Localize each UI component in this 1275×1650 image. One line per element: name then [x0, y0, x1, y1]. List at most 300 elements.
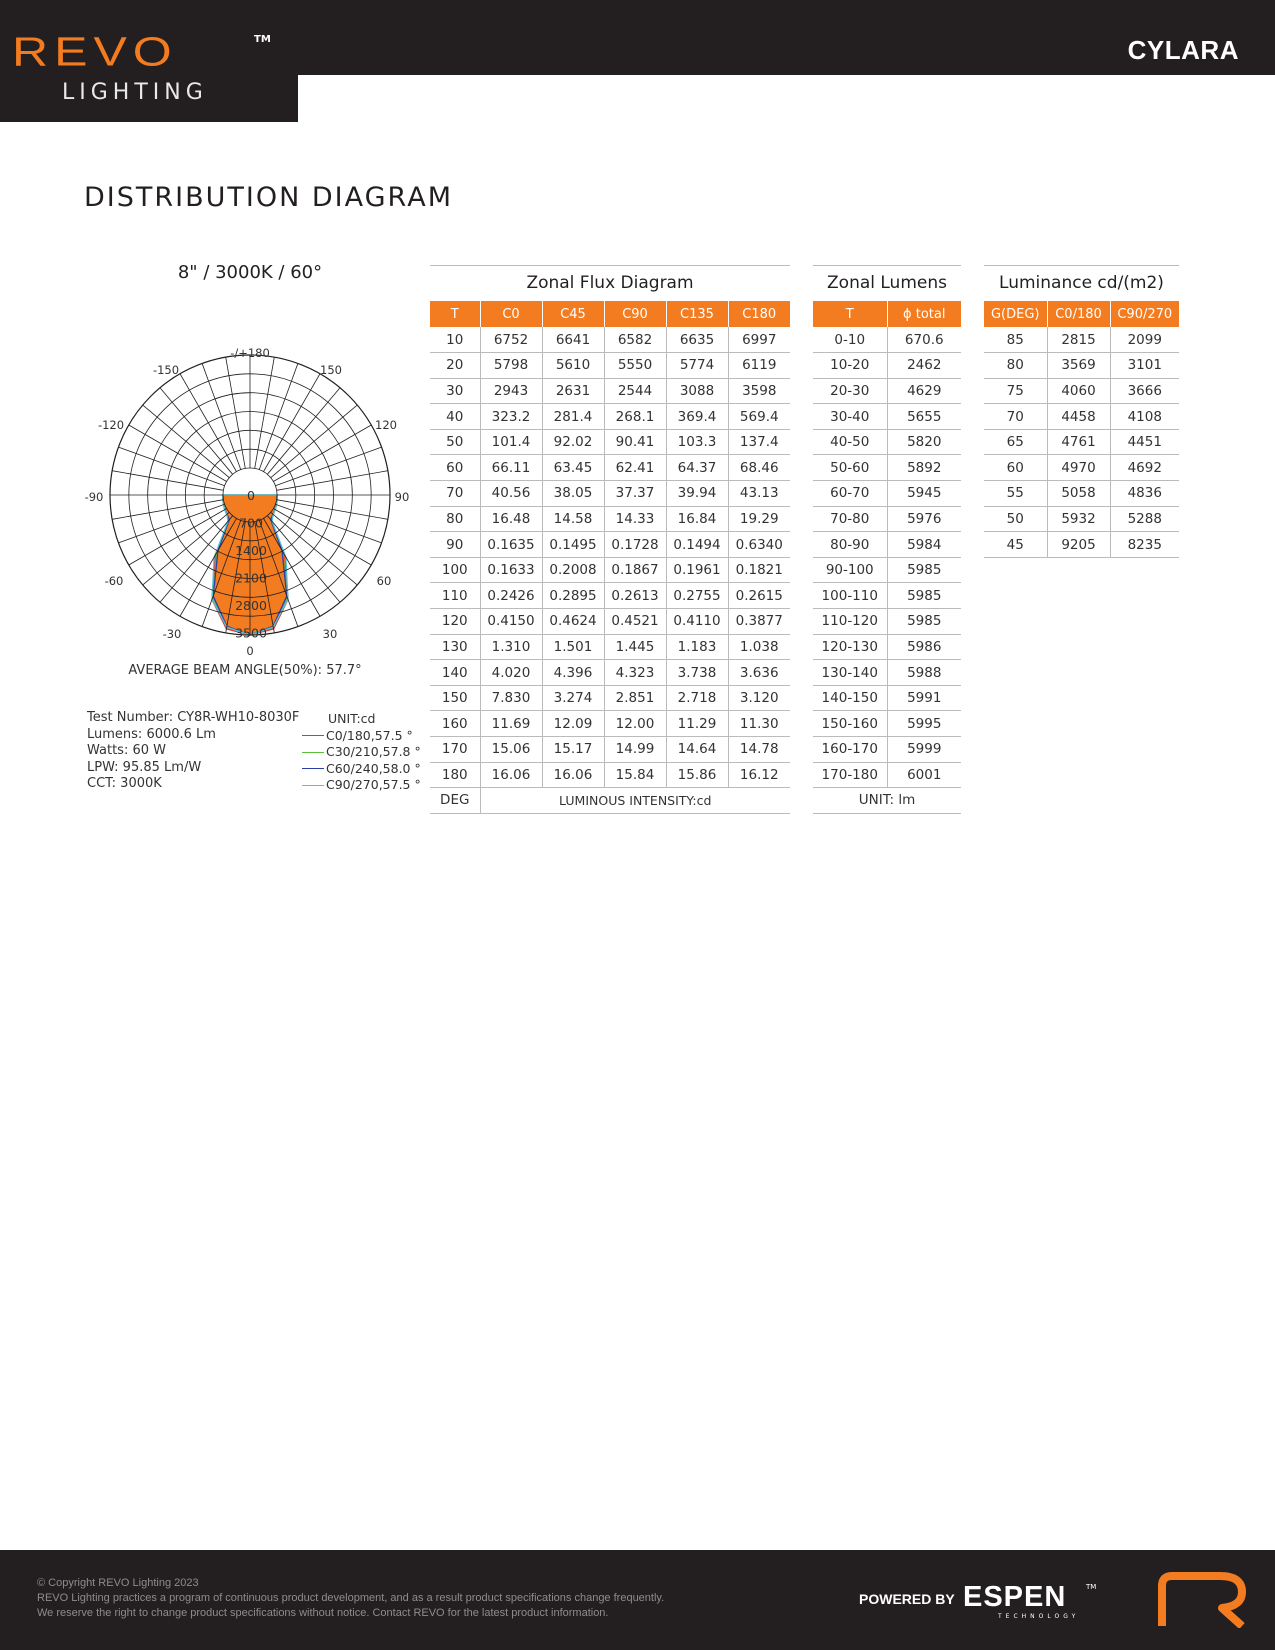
table-cell: 3.636 [728, 660, 790, 686]
table-cell: 8235 [1110, 532, 1179, 558]
table-cell: 4.020 [480, 660, 542, 686]
table-cell: 110-120 [813, 609, 887, 635]
grid-spoke [180, 374, 237, 472]
table-cell: 140-150 [813, 685, 887, 711]
angle-label-150: 150 [320, 363, 342, 377]
table-cell: 5774 [666, 353, 728, 379]
angle-label-m90: -90 [84, 490, 104, 504]
table-row [813, 737, 961, 763]
table-cell: 2815 [1047, 327, 1110, 353]
table-row [813, 455, 961, 481]
table-cell: 1.445 [604, 634, 666, 660]
revo-r-icon [1158, 1572, 1246, 1628]
table-cell: 50 [984, 506, 1047, 532]
table-row [984, 327, 1179, 353]
table-cell: 70-80 [813, 506, 887, 532]
table-cell: 6582 [604, 327, 666, 353]
table-row [984, 532, 1179, 558]
table-cell: 40 [430, 404, 480, 430]
table-cell: 15.17 [542, 737, 604, 763]
table-cell: 101.4 [480, 429, 542, 455]
table-cell: 60-70 [813, 481, 887, 507]
column-header: C0/180 [1047, 301, 1110, 327]
table-cell: 16.06 [542, 762, 604, 788]
table-cell: 0.1633 [480, 557, 542, 583]
table-cell: 20-30 [813, 378, 887, 404]
table-cell: 0.2895 [542, 583, 604, 609]
table-cell: 0-10 [813, 327, 887, 353]
test-info-line: LPW: 95.85 Lm/W [87, 759, 202, 775]
column-header: C90/270 [1110, 301, 1179, 327]
test-info-line: CCT: 3000K [87, 776, 162, 791]
table-row [430, 634, 790, 660]
polar-diagram [80, 340, 410, 660]
table-cell: 85 [984, 327, 1047, 353]
legend-swatch [302, 768, 324, 769]
table-cell: 80 [430, 506, 480, 532]
table-cell: 0.2615 [728, 583, 790, 609]
legend-label: C90/270,57.5 ° [326, 777, 421, 792]
table-cell: 55 [984, 481, 1047, 507]
table-cell: 0.4624 [542, 609, 604, 635]
table-cell: 11.69 [480, 711, 542, 737]
table-cell: 5995 [887, 711, 961, 737]
angle-label-m60: -60 [104, 574, 124, 588]
table-cell: 569.4 [728, 404, 790, 430]
table-row [430, 455, 790, 481]
table-cell: 5976 [887, 506, 961, 532]
grid-spoke [160, 388, 233, 475]
angle-label-m30: -30 [162, 627, 182, 641]
angle-label-0: 0 [246, 644, 254, 658]
table-cell: 0.1961 [666, 557, 728, 583]
table-cell: 5986 [887, 634, 961, 660]
table-cell: 5945 [887, 481, 961, 507]
table-cell: 4836 [1110, 481, 1179, 507]
table-cell: 6997 [728, 327, 790, 353]
table-cell: 170 [430, 737, 480, 763]
angle-label-60: 60 [376, 574, 392, 588]
grid-spoke [129, 425, 227, 482]
table-cell: 5820 [887, 429, 961, 455]
table-cell: 0.4521 [604, 609, 666, 635]
column-header: T [813, 301, 887, 327]
radial-scale-label: 700 [239, 515, 263, 531]
table-cell: 11.30 [728, 711, 790, 737]
column-header: C45 [542, 301, 604, 327]
table-row [430, 685, 790, 711]
table-cell: 130 [430, 634, 480, 660]
table-cell: 80 [984, 353, 1047, 379]
table-cell: 5798 [480, 353, 542, 379]
table-cell: 20 [430, 353, 480, 379]
table-row [813, 660, 961, 686]
table-cell: 90-100 [813, 557, 887, 583]
radial-scale-label: 2800 [235, 598, 267, 613]
table-footer-row [813, 788, 961, 814]
table-cell: 281.4 [542, 404, 604, 430]
grid-spoke [267, 388, 340, 475]
legend-label: C30/210,57.8 ° [326, 744, 421, 759]
table-cell: 43.13 [728, 481, 790, 507]
legend-item [302, 761, 421, 778]
curve-legend [302, 711, 421, 794]
table-cell: 120-130 [813, 634, 887, 660]
table-cell: 1.038 [728, 634, 790, 660]
table-row [813, 429, 961, 455]
logo-trademark: TM [254, 34, 271, 45]
grid-spoke [118, 447, 224, 486]
table-cell: 62.41 [604, 455, 666, 481]
grid-spoke [202, 363, 241, 469]
table-cell: 4458 [1047, 404, 1110, 430]
table-cell: 7.830 [480, 685, 542, 711]
table-cell: 1.183 [666, 634, 728, 660]
table-row [984, 455, 1179, 481]
table-row [984, 353, 1179, 379]
table-row [813, 353, 961, 379]
table-cell: 5985 [887, 583, 961, 609]
legend-swatch [302, 752, 324, 753]
column-header: C0 [480, 301, 542, 327]
table-cell: 63.45 [542, 455, 604, 481]
angle-label-180: -/+180 [230, 346, 270, 360]
table-cell: 0.1821 [728, 557, 790, 583]
table-cell: 4060 [1047, 378, 1110, 404]
grid-spoke [264, 374, 321, 472]
product-name: CYLARA [1127, 35, 1239, 65]
test-info-line: Test Number: CY8R-WH10-8030F [87, 710, 300, 725]
copyright-line: © Copyright REVO Lighting 2023 [37, 1577, 199, 1589]
table-cell: 2631 [542, 378, 604, 404]
table-cell: 369.4 [666, 404, 728, 430]
table-cell: 14.33 [604, 506, 666, 532]
radial-scale-label: 0 [247, 488, 255, 503]
angle-label-90: 90 [394, 490, 410, 504]
table-row [430, 660, 790, 686]
table-cell: 16.06 [480, 762, 542, 788]
table-cell: 38.05 [542, 481, 604, 507]
table-row [984, 481, 1179, 507]
polar-title: 8" / 3000K / 60° [177, 262, 323, 283]
angle-label-m120: -120 [97, 418, 125, 432]
table-row [813, 532, 961, 558]
table-cell: 19.29 [728, 506, 790, 532]
table-row [984, 506, 1179, 532]
table-cell: 15.06 [480, 737, 542, 763]
table-cell: 3598 [728, 378, 790, 404]
table-cell: 12.00 [604, 711, 666, 737]
table-cell: 11.29 [666, 711, 728, 737]
table-cell: 5288 [1110, 506, 1179, 532]
table-cell: 103.3 [666, 429, 728, 455]
table-cell: 92.02 [542, 429, 604, 455]
table-cell: 5999 [887, 737, 961, 763]
table-cell: 1.310 [480, 634, 542, 660]
legend-item [302, 744, 421, 761]
table-cell: 10 [430, 327, 480, 353]
grid-spoke [143, 405, 230, 478]
table-cell: 2462 [887, 353, 961, 379]
table-row [430, 378, 790, 404]
table-footer-row [430, 788, 790, 814]
table-cell: 6752 [480, 327, 542, 353]
table-cell: 5991 [887, 685, 961, 711]
table-cell: 40-50 [813, 429, 887, 455]
grid-spoke [118, 504, 224, 543]
legend-label: C0/180,57.5 ° [326, 727, 413, 743]
table-cell: 68.46 [728, 455, 790, 481]
table-cell: 4451 [1110, 429, 1179, 455]
table-cell: 4761 [1047, 429, 1110, 455]
table-cell: 14.64 [666, 737, 728, 763]
table-cell: 3666 [1110, 378, 1179, 404]
table-cell: 137.4 [728, 429, 790, 455]
table-cell: 14.58 [542, 506, 604, 532]
table-cell: 0.1635 [480, 532, 542, 558]
copyright-line: REVO Lighting practices a program of continuous product development, and as a result product specifications change frequently. [37, 1592, 665, 1604]
table-row [813, 711, 961, 737]
unit-label: UNIT:cd [328, 711, 376, 726]
table-cell: 3.274 [542, 685, 604, 711]
test-info [87, 710, 299, 793]
table-cell: 14.99 [604, 737, 666, 763]
espen-subtitle: TECHNOLOGY [998, 1613, 1080, 1620]
table-cell: 3088 [666, 378, 728, 404]
table-cell: 4.396 [542, 660, 604, 686]
beam-angle: AVERAGE BEAM ANGLE(50%): 57.7° [128, 663, 362, 678]
column-header: C180 [728, 301, 790, 327]
luminance-table [984, 265, 1179, 558]
table-row [813, 557, 961, 583]
table-cell: 180 [430, 762, 480, 788]
table-cell: 75 [984, 378, 1047, 404]
table-cell: 6641 [542, 327, 604, 353]
table-row [984, 429, 1179, 455]
powered-by-label: POWERED BY [859, 1591, 955, 1607]
table-cell: 30-40 [813, 404, 887, 430]
column-header: C135 [666, 301, 728, 327]
table-cell: 0.3877 [728, 609, 790, 635]
table-cell: 3101 [1110, 353, 1179, 379]
copyright-line: We reserve the right to change product specifications without notice. Contact REVO for the latest product information. [37, 1607, 609, 1619]
luminance-title: Luminance cd/(m2) [984, 265, 1179, 301]
table-cell: 6119 [728, 353, 790, 379]
grid-spoke [129, 509, 227, 566]
table-row [430, 327, 790, 353]
zonal-lumens-table [813, 265, 961, 814]
footer-cell: UNIT: lm [813, 788, 961, 814]
table-cell: 0.1494 [666, 532, 728, 558]
table-cell: 60 [984, 455, 1047, 481]
table-cell: 90 [430, 532, 480, 558]
table-cell: 5892 [887, 455, 961, 481]
section-title: DISTRIBUTION DIAGRAM [84, 182, 453, 213]
table-cell: 4629 [887, 378, 961, 404]
table-row [430, 481, 790, 507]
table-cell: 2943 [480, 378, 542, 404]
table-cell: 3.738 [666, 660, 728, 686]
table-cell: 16.84 [666, 506, 728, 532]
legend-item [302, 777, 421, 794]
legend-swatch [302, 785, 324, 786]
table-cell: 0.1728 [604, 532, 666, 558]
table-cell: 5058 [1047, 481, 1110, 507]
table-cell: 2099 [1110, 327, 1179, 353]
table-cell: 0.1495 [542, 532, 604, 558]
table-cell: 0.2755 [666, 583, 728, 609]
table-cell: 80-90 [813, 532, 887, 558]
table-row [430, 353, 790, 379]
table-cell: 160-170 [813, 737, 887, 763]
legend-item [302, 728, 421, 745]
zonal-flux-table [430, 265, 790, 814]
table-row [430, 609, 790, 635]
table-row [813, 481, 961, 507]
table-row [430, 762, 790, 788]
table-row [430, 557, 790, 583]
table-cell: 0.4110 [666, 609, 728, 635]
table-cell: 39.94 [666, 481, 728, 507]
table-cell: 150-160 [813, 711, 887, 737]
legend-swatch [302, 735, 324, 736]
table-cell: 14.78 [728, 737, 790, 763]
table-cell: 100 [430, 557, 480, 583]
logo-wordmark: REVO [12, 28, 178, 75]
table-cell: 16.48 [480, 506, 542, 532]
table-row [984, 404, 1179, 430]
table-cell: 65 [984, 429, 1047, 455]
table-cell: 45 [984, 532, 1047, 558]
table-row [430, 737, 790, 763]
espen-logo: ESPEN [963, 1581, 1067, 1613]
table-row [813, 404, 961, 430]
table-row [984, 378, 1179, 404]
table-cell: 0.1867 [604, 557, 666, 583]
table-row [430, 404, 790, 430]
grid-spoke [273, 425, 371, 482]
table-cell: 6001 [887, 762, 961, 788]
table-row [813, 634, 961, 660]
espen-trademark: TM [1086, 1583, 1097, 1591]
table-cell: 37.37 [604, 481, 666, 507]
table-cell: 0.2613 [604, 583, 666, 609]
grid-spoke [259, 363, 298, 469]
legend-label: C60/240,58.0 ° [326, 760, 421, 776]
table-cell: 9205 [1047, 532, 1110, 558]
angle-label-30: 30 [322, 627, 338, 641]
table-cell: 16.12 [728, 762, 790, 788]
table-row [813, 762, 961, 788]
test-info-line: Watts: 60 W [87, 743, 166, 758]
column-header: ϕ total [887, 301, 961, 327]
table-cell: 2.851 [604, 685, 666, 711]
table-cell: 70 [430, 481, 480, 507]
table-cell: 0.6340 [728, 532, 790, 558]
table-cell: 2.718 [666, 685, 728, 711]
table-cell: 5610 [542, 353, 604, 379]
table-cell: 323.2 [480, 404, 542, 430]
table-cell: 5932 [1047, 506, 1110, 532]
table-cell: 6635 [666, 327, 728, 353]
table-cell: 64.37 [666, 455, 728, 481]
table-cell: 5550 [604, 353, 666, 379]
table-cell: 2544 [604, 378, 666, 404]
table-row [430, 711, 790, 737]
table-row [813, 378, 961, 404]
table-cell: 60 [430, 455, 480, 481]
table-cell: 66.11 [480, 455, 542, 481]
table-cell: 5985 [887, 557, 961, 583]
table-cell: 30 [430, 378, 480, 404]
table-cell: 120 [430, 609, 480, 635]
footer-cell: LUMINOUS INTENSITY:cd [480, 788, 790, 814]
table-cell: 15.84 [604, 762, 666, 788]
table-cell: 4692 [1110, 455, 1179, 481]
test-info-line: Lumens: 6000.6 Lm [87, 726, 216, 742]
table-cell: 0.2008 [542, 557, 604, 583]
table-cell: 5655 [887, 404, 961, 430]
column-header: G(DEG) [984, 301, 1047, 327]
table-cell: 150 [430, 685, 480, 711]
grid-spoke [271, 405, 358, 478]
footer [0, 1550, 1275, 1650]
angle-label-m150: -150 [152, 363, 180, 377]
grid-spoke [273, 509, 371, 566]
table-cell: 0.4150 [480, 609, 542, 635]
table-cell: 5985 [887, 609, 961, 635]
table-cell: 268.1 [604, 404, 666, 430]
grid-spoke [275, 504, 381, 543]
table-cell: 12.09 [542, 711, 604, 737]
table-cell: 4108 [1110, 404, 1179, 430]
table-row [813, 327, 961, 353]
radial-scale-label: 1400 [235, 543, 267, 558]
table-cell: 5984 [887, 532, 961, 558]
zonal-flux-title: Zonal Flux Diagram [430, 265, 790, 301]
footer-cell: DEG [430, 788, 480, 814]
table-cell: 15.86 [666, 762, 728, 788]
table-cell: 10-20 [813, 353, 887, 379]
table-cell: 100-110 [813, 583, 887, 609]
table-cell: 50-60 [813, 455, 887, 481]
table-cell: 670.6 [887, 327, 961, 353]
table-cell: 90.41 [604, 429, 666, 455]
table-row [430, 429, 790, 455]
table-row [430, 583, 790, 609]
radial-scale-label: 2100 [235, 570, 267, 586]
table-cell: 170-180 [813, 762, 887, 788]
table-cell: 4970 [1047, 455, 1110, 481]
table-cell: 130-140 [813, 660, 887, 686]
table-cell: 50 [430, 429, 480, 455]
table-cell: 0.2426 [480, 583, 542, 609]
table-cell: 140 [430, 660, 480, 686]
zonal-lumens-title: Zonal Lumens [813, 265, 961, 301]
table-cell: 40.56 [480, 481, 542, 507]
logo-subtitle: LIGHTING [62, 80, 208, 105]
radial-scale-label: 3500 [235, 625, 267, 641]
table-cell: 110 [430, 583, 480, 609]
table-row [813, 609, 961, 635]
table-cell: 3.120 [728, 685, 790, 711]
table-row [813, 685, 961, 711]
brand-logo [0, 0, 298, 122]
table-row [813, 506, 961, 532]
column-header: C90 [604, 301, 666, 327]
table-row [430, 506, 790, 532]
table-cell: 1.501 [542, 634, 604, 660]
